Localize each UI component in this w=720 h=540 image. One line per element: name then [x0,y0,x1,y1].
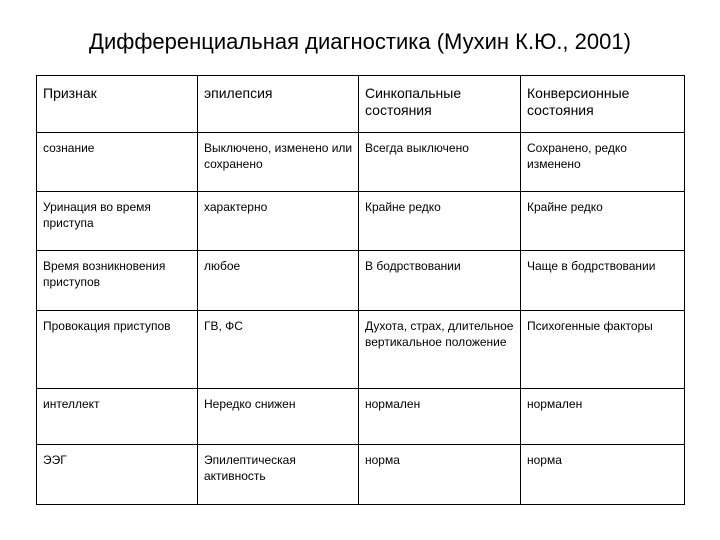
header-cell-sign: Признак [37,76,198,133]
table-cell: норма [521,445,685,505]
table-row [37,133,685,192]
table-cell: В бодрствовании [359,251,521,311]
table-header-row [37,76,685,133]
differential-diagnosis-table [36,75,685,505]
table-cell: Крайне редко [359,192,521,251]
table-row [37,389,685,445]
table-cell: норма [359,445,521,505]
table-cell: Уринация во время приступа [37,192,198,251]
table-cell: Эпилептическая активность [198,445,359,505]
table-cell: Время возникновения приступов [37,251,198,311]
table-cell: ГВ, ФС [198,311,359,389]
header-cell-epilepsy: эпилепсия [198,76,359,133]
table-cell: Провокация приступов [37,311,198,389]
table-row [37,311,685,389]
table-cell: Выключено, изменено или сохранено [198,133,359,192]
table-cell: нормален [359,389,521,445]
table-cell: Духота, страх, длительное вертикальное положение [359,311,521,389]
table-cell: характерно [198,192,359,251]
table-cell: интеллект [37,389,198,445]
header-cell-syncope: Синкопальные состояния [359,76,521,133]
table-cell: сознание [37,133,198,192]
table-cell: ЭЭГ [37,445,198,505]
table-cell: Крайне редко [521,192,685,251]
table-cell: нормален [521,389,685,445]
table-cell: Чаще в бодрствовании [521,251,685,311]
table-row [37,192,685,251]
table-row [37,251,685,311]
table-cell: Нередко снижен [198,389,359,445]
table-cell: Всегда выключено [359,133,521,192]
table-cell: любое [198,251,359,311]
table-row [37,445,685,505]
table-cell: Сохранено, редко изменено [521,133,685,192]
page-title: Дифференциальная диагностика (Мухин К.Ю., 2001) [89,29,631,54]
table-cell: Психогенные факторы [521,311,685,389]
header-cell-conversion: Конверсионные состояния [521,76,685,133]
